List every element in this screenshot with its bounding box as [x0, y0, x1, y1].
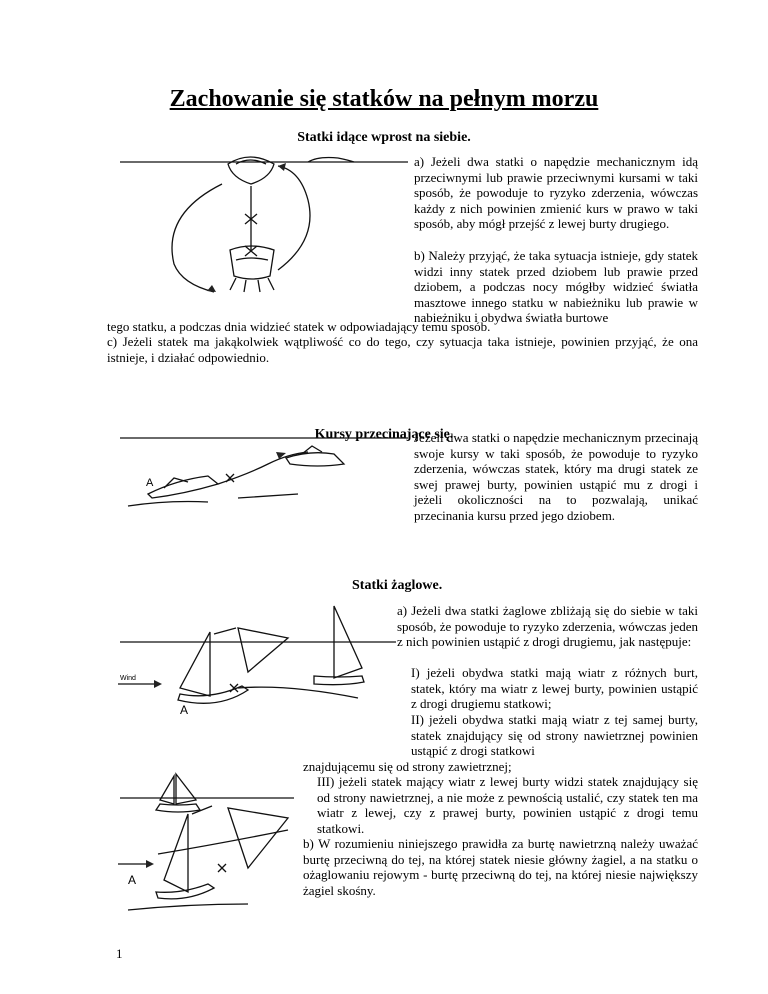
head-on-paragraph-c: c) Jeżeli statek ma jakąkolwiek wątpliwość co do tego, czy sytuacja taka istnieje, powinien przyjąć, że ona istnieje, i działać odpowiednio.: [107, 334, 698, 365]
head-on-ships-figure: [118, 150, 408, 300]
sailing-figure1-label: A: [180, 703, 189, 717]
sailing-ships-figure-1: [118, 600, 398, 730]
section-heading-crossing: Kursy przecinające się.: [314, 427, 454, 442]
crossing-figure-label: A: [146, 477, 154, 489]
head-on-paragraph-b-end: tego statku, a podczas dnia widzieć statek w odpowiadający temu sposób.: [107, 319, 491, 334]
sailing-figure2-label: A: [128, 873, 137, 887]
sailing-item-3: III) jeżeli statek mający wiatr z lewej burty widzi statek znajdujący się od strony nawietrznej, a nie może z pewnością ustalić, czy statek ten ma wiatr z lewej, czy z prawej burty, powinien ustąpić z drogi temu statkowi.: [317, 774, 698, 836]
sailing-paragraph-a: a) Jeżeli dwa statki żaglowe zbliżają się do siebie w taki sposób, że powoduje to ryzyko zderzenia, wówczas jeden z nich powinien ustąpić z drogi drugiemu, jak następuje:: [397, 603, 698, 650]
sailing-item-2: II) jeżeli obydwa statki mają wiatr z tej samej burty, statek znajdujący się od strony nawietrznej powinien ustąpić z drogi statkowi: [411, 712, 698, 759]
head-on-paragraph-b: b) Należy przyjąć, że taka sytuacja istnieje, gdy statek widzi inny statek przed dziobem lub prawie przed dziobem, a podczas nocy mógłby widzieć światła masztowe innego statku w nabieżniku lub prawie w nabieżniku i obydwa światła burtowe: [414, 248, 698, 326]
section-heading-sailing: Statki żaglowe.: [352, 578, 443, 593]
page-title: Zachowanie się statków na pełnym morzu: [169, 86, 599, 112]
sailing-item-2-end: znajdującemu się od strony zawietrznej;: [303, 759, 512, 774]
page-number: 1: [116, 946, 123, 961]
sailing-paragraph-b: b) W rozumieniu niniejszego prawidła za burtę nawietrzną należy uważać burtę przeciwną do tej, na której statek niesie główny żagiel, a na statku o ożaglowaniu rejowym - burtę przeciwną do tej, na której niesie największy żagiel skośny.: [303, 836, 698, 898]
sailing-item-1: I) jeżeli obydwa statki mają wiatr z różnych burt, statek, który ma wiatr z lewej burty, powinien ustąpić z drogi drugiemu statkowi;: [411, 665, 698, 712]
wind-label: Wind: [120, 675, 136, 682]
crossing-ships-figure: [118, 428, 408, 514]
sailing-ships-figure-2: [118, 768, 296, 916]
head-on-paragraph-a: a) Jeżeli dwa statki o napędzie mechanicznym idą przeciwnymi lub prawie przeciwnymi kursami w taki sposób, że powoduje to ryzyko zderzenia, wówczas każdy z nich powinien zmienić kurs w prawo w taki sposób, aby mógł przejść z lewej burty drugiego.: [414, 154, 698, 232]
crossing-paragraph: Jeżeli dwa statki o napędzie mechanicznym przecinają swoje kursy w taki sposób, że powoduje to ryzyko zderzenia, wówczas statek, który ma drugi statek ze swej prawej burty, powinien ustąpić mu z drogi i jeżeli okoliczności na to pozwalają, unikać przecinania kursu przed jego dziobem.: [414, 430, 698, 523]
section-heading-head-on: Statki idące wprost na siebie.: [297, 130, 471, 145]
